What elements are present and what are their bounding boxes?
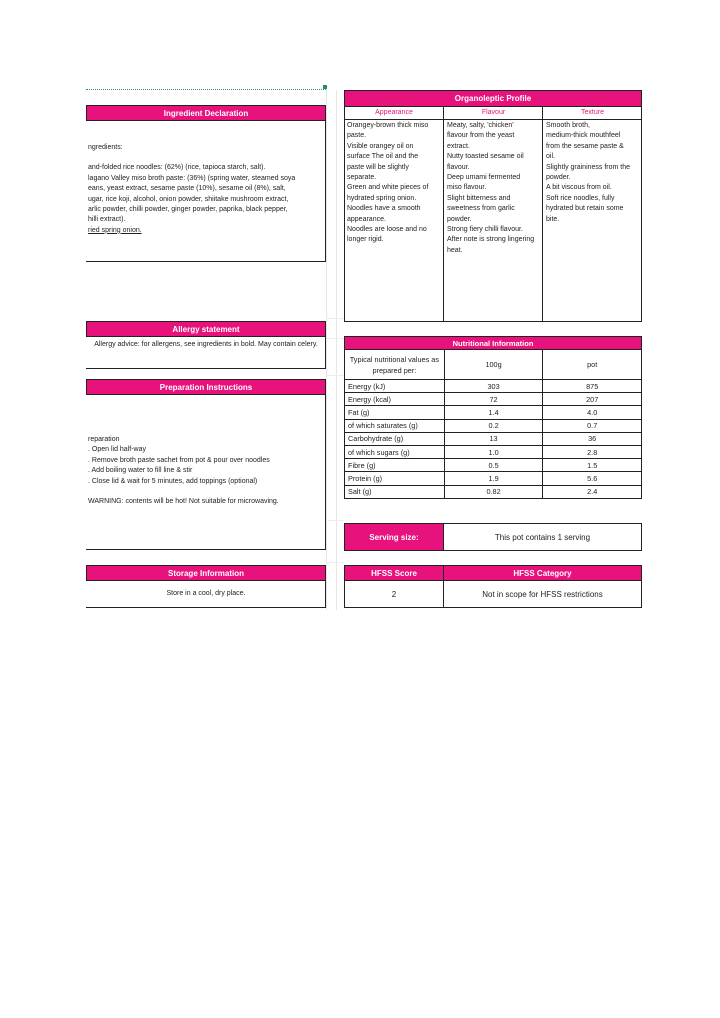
gridline [326, 562, 344, 563]
gridline [326, 90, 327, 610]
nutrition-table [344, 349, 642, 499]
gridline [326, 318, 344, 319]
nutrient-name: of which saturates (g) [345, 419, 445, 432]
nutrient-name: Fibre (g) [345, 459, 445, 472]
texture-line: medium-thick mouthfeel [546, 132, 621, 140]
hfss-score-value: 2 [344, 580, 444, 608]
preparation-line: . Open lid half-way [88, 446, 146, 454]
nutrient-per100: 72 [444, 393, 543, 406]
gridline [326, 520, 344, 521]
flavour-line: heat. [447, 246, 463, 254]
texture-line: bite. [546, 215, 560, 223]
nutrition-column-headers [345, 350, 642, 380]
flavour-title: Flavour [481, 109, 506, 116]
nutrient-per100: 0.5 [444, 459, 543, 472]
gridline [326, 375, 344, 376]
nutrient-name: Fat (g) [345, 406, 445, 419]
texture-line: powder. [546, 174, 571, 182]
preparation-line [88, 487, 324, 497]
flavour-line: miso flavour. [447, 184, 487, 192]
nutrient-pot: 5.6 [543, 472, 642, 485]
nutrition-col-100g: 100g [444, 350, 543, 380]
serving-size-value: This pot contains 1 serving [443, 523, 642, 551]
organoleptic-header: Organoleptic Profile [344, 90, 642, 107]
ingredient-line [88, 153, 324, 163]
nutrient-pot: 1.5 [543, 459, 642, 472]
texture-text [546, 121, 641, 225]
nutrient-per100: 0.2 [444, 419, 543, 432]
hfss-category-value: Not in scope for HFSS restrictions [443, 580, 642, 608]
storage-text: Store in a cool, dry place. [166, 590, 246, 597]
appearance-line: Green and white pieces of [347, 184, 429, 192]
appearance-line: Noodles have a smooth [347, 205, 421, 213]
nutrient-per100: 1.0 [444, 445, 543, 458]
nutrient-pot: 2.8 [543, 445, 642, 458]
flavour-line: flavour. [447, 163, 470, 171]
appearance-line: Noodles are loose and no [347, 226, 427, 234]
page-break-line [86, 89, 326, 90]
nutrient-pot: 2.4 [543, 485, 642, 498]
flavour-text [447, 121, 543, 256]
texture-line: oil. [546, 153, 555, 161]
table-row [345, 419, 642, 432]
ingredient-line: ngredients: [88, 144, 123, 151]
nutrient-pot: 4.0 [543, 406, 642, 419]
allergy-header: Allergy statement [86, 321, 326, 337]
ingredient-line: arlic powder, chilli powder, ginger powder, paprika, black pepper, [88, 206, 288, 214]
texture-line: A bit viscous from oil. [546, 184, 612, 192]
allergy-text: Allergy advice: for allergens, see ingredients in bold. May contain celery. [94, 341, 318, 348]
texture-title: Texture [581, 109, 604, 116]
ingredient-line: lagano Valley miso broth paste: (36%) (spring water, steamed soya [88, 174, 296, 182]
flavour-line: sweetness from garlic [447, 205, 515, 213]
appearance-line: longer rigid. [347, 236, 384, 244]
appearance-line: paste will be slightly [347, 163, 409, 171]
preparation-header: Preparation Instructions [86, 379, 326, 395]
nutrition-header: Nutritional Information [344, 336, 642, 350]
preparation-line: . Remove broth paste sachet from pot & pour over noodles [88, 456, 270, 464]
storage-header: Storage Information [86, 565, 326, 581]
ingredient-line: eans, yeast extract, sesame paste (10%), sesame oil (8%), salt, [88, 185, 286, 193]
nutrient-name: Carbohydrate (g) [345, 432, 445, 445]
nutrient-per100: 13 [444, 432, 543, 445]
texture-line: Soft rice noodles, fully [546, 194, 615, 202]
flavour-line: Slight bitterness and [447, 194, 511, 202]
table-row [345, 380, 642, 393]
gridline [326, 338, 344, 339]
table-row [345, 432, 642, 445]
hfss-score-header: HFSS Score [344, 565, 444, 581]
appearance-line: surface The oil and the [347, 153, 419, 161]
table-row [345, 472, 642, 485]
hfss-category-header: HFSS Category [443, 565, 642, 581]
preparation-text [88, 435, 324, 507]
ingredient-line: ried spring onion. [88, 226, 142, 234]
preparation-line: reparation [88, 436, 120, 443]
page-break-marker [323, 85, 327, 89]
texture-line: from the sesame paste & [546, 142, 624, 150]
flavour-line: flavour from the yeast [447, 132, 515, 140]
texture-line: Smooth broth, [546, 122, 590, 129]
nutrient-name: of which sugars (g) [345, 445, 445, 458]
preparation-line: . Add boiling water to fill line & stir [88, 467, 193, 475]
appearance-title: Appearance [375, 109, 413, 116]
nutrient-pot: 0.7 [543, 419, 642, 432]
appearance-line: hydrated spring onion. [347, 194, 417, 202]
table-row [345, 485, 642, 498]
table-row [345, 445, 642, 458]
nutrient-per100: 0.82 [444, 485, 543, 498]
ingredient-declaration-text [88, 143, 324, 236]
flavour-line: extract. [447, 142, 470, 150]
ingredient-line: and-folded rice noodles: (62%) (rice, tapioca starch, salt). [88, 164, 266, 172]
flavour-line: Meaty, salty, 'chicken' [447, 122, 514, 129]
appearance-line: paste. [347, 132, 367, 140]
table-row [345, 393, 642, 406]
nutrition-col-label: Typical nutritional values as prepared per: [345, 350, 445, 380]
table-row [345, 459, 642, 472]
nutrition-col-pot: pot [543, 350, 642, 380]
ingredient-declaration-header: Ingredient Declaration [86, 105, 326, 121]
nutrient-pot: 207 [543, 393, 642, 406]
preparation-line: WARNING: contents will be hot! Not suitable for microwaving. [88, 498, 279, 506]
flavour-line: After note is strong lingering [447, 236, 535, 244]
appearance-line: Orangey-brown thick miso [347, 122, 429, 129]
appearance-line: Visible orangey oil on [347, 142, 414, 150]
flavour-line: Strong fiery chilli flavour. [447, 226, 523, 234]
nutrient-name: Salt (g) [345, 485, 445, 498]
nutrient-pot: 36 [543, 432, 642, 445]
nutrient-name: Energy (kJ) [345, 380, 445, 393]
flavour-line: Deep umami fermented [447, 174, 521, 182]
flavour-line: powder. [447, 215, 472, 223]
appearance-line: separate. [347, 174, 377, 182]
ingredient-line: ugar, rice koji, alcohol, onion powder, shiitake mushroom extract, [88, 195, 289, 203]
nutrient-per100: 1.4 [444, 406, 543, 419]
gridline [336, 90, 337, 610]
nutrient-pot: 875 [543, 380, 642, 393]
texture-line: Slightly graininess from the [546, 163, 631, 171]
texture-line: hydrated but retain some [546, 205, 624, 213]
nutrient-per100: 1.9 [444, 472, 543, 485]
nutrient-per100: 303 [444, 380, 543, 393]
serving-size-label: Serving size: [344, 523, 444, 551]
preparation-line: . Close lid & wait for 5 minutes, add toppings (optional) [88, 477, 258, 485]
appearance-line: appearance. [347, 215, 386, 223]
table-row [345, 406, 642, 419]
nutrient-name: Energy (kcal) [345, 393, 445, 406]
nutrient-name: Protein (g) [345, 472, 445, 485]
appearance-text [347, 121, 443, 246]
ingredient-line: hilli extract). [88, 216, 126, 224]
flavour-line: Nutty toasted sesame oil [447, 153, 524, 161]
